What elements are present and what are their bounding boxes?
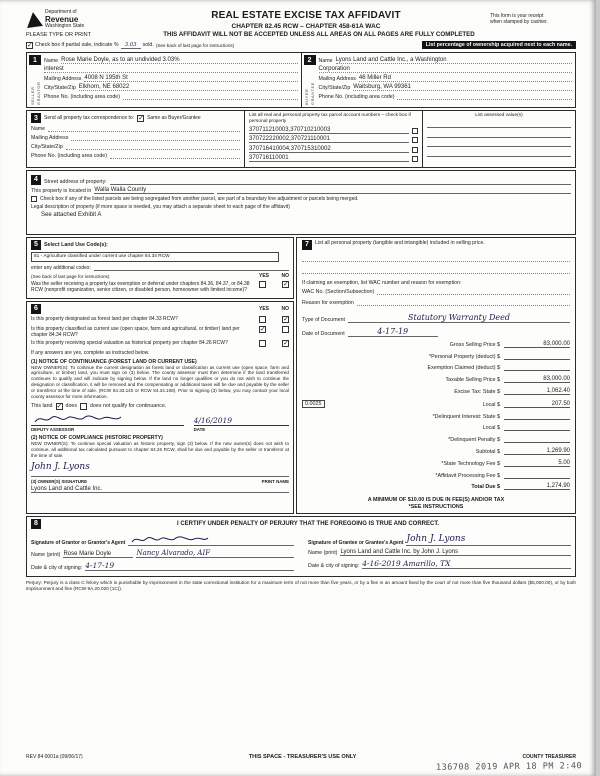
header-row2: [26, 31, 576, 38]
total-due-row: [302, 483, 570, 490]
delinquent-interest-state-value[interactable]: [504, 413, 570, 420]
grantor-name-print-label: Name (print): [31, 551, 61, 558]
grantee-name-print-value[interactable]: Lyons Land and Cattle Inc. by John J. Lyons: [340, 549, 571, 556]
tax-correspondence-col: [27, 111, 245, 167]
wac-no-value[interactable]: [377, 288, 570, 295]
section-1-2: [26, 52, 576, 108]
parcel-number-2[interactable]: 370722220002,370721110001: [249, 136, 409, 143]
delinquent-interest-state-label: *Delinquent Interest: State $: [432, 413, 500, 420]
rev-number: REV 84 0001a (09/06/17): [26, 754, 83, 760]
section-2-number: 2: [304, 55, 316, 65]
reason-exemption-value[interactable]: [357, 299, 570, 306]
affidavit-processing-fee-row: [302, 472, 570, 479]
section-seller: [27, 53, 302, 107]
parcel-2-personal-checkbox[interactable]: [412, 137, 418, 143]
section-7: [296, 237, 576, 514]
personal-property-deduct-value[interactable]: [504, 353, 570, 360]
send-correspondence-label: Send all property tax correspondence to:: [44, 115, 135, 121]
affidavit-processing-fee-label: *Affidavit Processing Fee $: [435, 472, 500, 479]
section-buyer: [302, 53, 576, 107]
delinquent-interest-local-label: Local $: [482, 425, 500, 432]
total-due-label: Total Due $: [471, 484, 500, 491]
street-address-label: Street address of property:: [44, 178, 107, 185]
total-due-value[interactable]: 1,274.90: [504, 483, 570, 490]
same-as-buyer-label: Same as Buyer/Grantee: [147, 115, 201, 121]
grantor-date-label: Date & city of signing:: [31, 564, 83, 571]
wac-no-label: WAC No. (Section/Subsection): [302, 288, 375, 295]
section-6: [26, 301, 294, 514]
reason-exemption-label: Reason for exemption: [302, 299, 354, 306]
type-of-document-value[interactable]: Statutory Warranty Deed: [348, 313, 570, 323]
exemption-claimed-value[interactable]: [504, 364, 570, 371]
buyer-name-value-2[interactable]: Corporation: [319, 66, 573, 73]
grantor-signature-squiggle: [130, 533, 210, 545]
segregated-checkbox[interactable]: [31, 196, 37, 202]
subtotal-row: [302, 448, 570, 455]
grantor-date-value[interactable]: 4-17-19: [85, 561, 294, 571]
parcel-numbers-col: [245, 111, 423, 167]
same-as-buyer-checkbox[interactable]: ✓: [138, 114, 144, 122]
legal-description-label: Legal description of property (if more space is needed, you may attach a separate sheet to each page of the affidavit): [31, 203, 290, 210]
seller-name-value[interactable]: Rose Marie Doyle, as to an undivided 3.03%: [61, 57, 297, 64]
subtotal-value[interactable]: 1,269.90: [504, 448, 570, 455]
print-name-label: PRINT NAME: [261, 479, 289, 485]
does-not-label: does not qualify for continuance.: [90, 403, 167, 410]
corr-name-value[interactable]: [48, 125, 240, 132]
land-use-code-select[interactable]: 81 - Agriculture classified under current use chapter 84.34 RCW: [31, 252, 279, 262]
date-of-document-label: Date of Document: [302, 330, 345, 337]
receipt-note-line1: This form is your receipt: [490, 13, 544, 19]
corr-address-label: Mailing Address: [31, 135, 69, 141]
grantor-name-print-value[interactable]: Rose Marie Doyle: [63, 551, 133, 558]
gross-selling-price-row: [302, 341, 570, 348]
delinquent-penalty-value[interactable]: [504, 436, 570, 443]
seller-side-label: SELLER GRANTOR: [29, 81, 41, 105]
parcel-number-3[interactable]: 370716410004,370715310002: [249, 146, 409, 153]
local-tax-label: Local $: [482, 401, 500, 408]
personal-property-deduct-row: [302, 353, 570, 360]
buyer-address-value[interactable]: 46 Miller Rd: [359, 75, 572, 82]
personal-property-deduct-label: *Personal Property (deduct) $: [428, 353, 500, 360]
grantor-signature-col: [31, 531, 294, 574]
legal-description-value[interactable]: See attached Exhibit A: [41, 211, 102, 218]
minimum-due-line1: A MINIMUM OF $10.00 IS DUE IN FEE(S) AND/OR TAX: [367, 496, 505, 503]
form-header: [26, 10, 576, 30]
does-label: does: [65, 403, 77, 410]
middle-columns: [26, 237, 576, 514]
type-of-document-label: Type of Document: [302, 316, 345, 323]
corr-name-label: Name: [31, 126, 46, 132]
grantor-signature-field[interactable]: [128, 534, 294, 546]
deputy-date-label: DATE: [193, 426, 206, 432]
partial-sale-checkbox[interactable]: ✓: [27, 41, 33, 49]
delinquent-interest-local-row: [302, 424, 570, 431]
date-of-document-value[interactable]: 4-17-19: [348, 327, 438, 337]
state-technology-fee-row: [302, 460, 570, 467]
delinquent-penalty-label: *Delinquent Penalty $: [448, 437, 500, 444]
owner-signature-label: (3) OWNER(S) SIGNATURE: [31, 479, 88, 485]
partial-sale-row: [26, 41, 576, 49]
logo-dept: Department of: [45, 9, 77, 15]
buyer-phone-value[interactable]: [397, 93, 572, 100]
taxable-selling-price-label: Taxable Selling Price $: [445, 377, 500, 384]
personal-property-line-1[interactable]: [302, 255, 570, 262]
exemption-claimed-row: [302, 364, 570, 371]
deputy-date-field[interactable]: [194, 413, 289, 426]
county-treasurer-label: COUNTY TREASURER: [522, 754, 576, 760]
grantee-signature-col: [308, 531, 571, 574]
excise-tax-state-row: [302, 388, 570, 395]
section-4: [26, 170, 576, 235]
seller-phone-label: Phone No. (including area code): [44, 94, 120, 100]
receipt-note: [490, 10, 576, 26]
ownership-bar: List percentage of ownership acquired next to each name.: [422, 41, 576, 49]
section-5: [26, 237, 294, 299]
assessed-values-header: List assessed value(s): [475, 113, 523, 118]
parcel-1-personal-checkbox[interactable]: [412, 128, 418, 134]
grantee-date-value[interactable]: 4-16-2019 Amarillo, TX: [362, 559, 571, 569]
form-subtitle: CHAPTER 82.45 RCW – CHAPTER 458-61A WAC: [231, 23, 381, 30]
affidavit-processing-fee-value[interactable]: [504, 472, 570, 479]
delinquent-interest-local-value[interactable]: [504, 424, 570, 431]
seller-citystatezip-value[interactable]: Elkhorn, NE 68022: [79, 84, 298, 91]
corr-citystatezip-value[interactable]: [66, 143, 240, 150]
assessed-value-3[interactable]: [427, 140, 571, 147]
seller-phone-value[interactable]: [123, 93, 298, 100]
state-technology-fee-label: *State Technology Fee $: [441, 460, 500, 467]
notice-compliance-body: NEW OWNER(S): To continue special valuation as historic property, sign (3) below. If the new owner(s) does not wish to continue, all additional tax calculated pursuant to chapter 84.26 RCW, shall be due and payable by the seller or transferor at the time of sale.: [31, 440, 289, 458]
delinquent-penalty-row: [302, 436, 570, 443]
section-1-number: 1: [29, 55, 41, 65]
subtotal-label: Subtotal $: [475, 448, 500, 455]
perjury-statement: Perjury: Perjury is a class C felony which is punishable by imprisonment in the state correctional institution for a maximum term of not more than five years, or by a fine in an amount fixed by the court of not more than five thousand dollars ($5,000.00), or by both imprisonment and fine (RCW 9A.20.020 (1C)).: [26, 579, 576, 591]
assessed-value-2[interactable]: [427, 131, 571, 138]
section-5-number: 5: [31, 240, 41, 250]
dor-logo-icon: [25, 11, 43, 28]
assessed-value-4[interactable]: [427, 150, 571, 157]
section-3-number: 3: [31, 113, 41, 123]
s5-no-header: NO: [281, 272, 289, 279]
partial-sale-label: Check box if partial sale, indicate %: [35, 42, 119, 48]
seller-address-value[interactable]: 4008 N 195th St: [84, 75, 297, 82]
s6-q1-no-checkbox[interactable]: ✓: [283, 316, 289, 324]
land-use-title: Select Land Use Code(s):: [44, 241, 108, 248]
s5-question-1: Was the seller receiving a property tax exemption or deferral under chapters 84.36, 84.37, or 84.38 RCW (nonprofit organization, senior citizen, or disabled person, homeowner with limited income)?: [31, 281, 250, 294]
owner-print-name-value[interactable]: Lyons Land and Cattle Inc.: [31, 486, 289, 493]
additional-codes-label: enter any additional codes:: [31, 264, 91, 271]
warning-text: THIS AFFIDAVIT WILL NOT BE ACCEPTED UNLESS ALL AREAS ON ALL PAGES ARE FULLY COMPLETED: [163, 31, 475, 38]
s6-q2-no-checkbox[interactable]: [282, 326, 289, 333]
grantee-name-print-label: Name (print): [308, 549, 338, 556]
deputy-signature-squiggle: [33, 412, 123, 425]
corr-phone-label: Phone No. (including area code): [31, 153, 107, 159]
title-block: [122, 10, 490, 30]
local-tax-value[interactable]: 207.50: [504, 401, 570, 408]
s6-q2-yes-checkbox[interactable]: ✓: [260, 325, 266, 333]
personal-property-line-2[interactable]: [302, 267, 570, 274]
please-type-label: PLEASE TYPE OR PRINT: [26, 32, 92, 38]
buyer-name-value[interactable]: Lyons Land and Cattle Inc., a Washington: [336, 57, 572, 64]
grantor-name-hand[interactable]: Nancy Alvarado, AIF: [136, 549, 294, 558]
section-6-number: 6: [31, 304, 41, 314]
s5-q1-yes-checkbox[interactable]: [259, 281, 266, 288]
if-any-yes-note: If any answers are yes, complete as instructed below.: [31, 349, 150, 356]
s5-yes-header: YES: [259, 272, 270, 279]
taxable-selling-price-row: [302, 376, 570, 383]
s5-q1-no-checkbox[interactable]: ✓: [283, 281, 289, 289]
buyer-address-label: Mailing Address: [318, 76, 356, 82]
parcel-number-1[interactable]: 370711210003,370710210003: [249, 127, 409, 134]
minimum-due-note: [302, 497, 570, 511]
segregated-label: Check box if any of the listed parcels are being segregated from another parcel, are part of a boundary line adjustment or parcels being merged.: [40, 195, 359, 202]
corr-address-value[interactable]: [71, 134, 240, 141]
seller-name-label: Name: [44, 58, 59, 64]
notice-compliance-title: (2) NOTICE OF COMPLIANCE (HISTORIC PROPERTY): [31, 434, 163, 441]
buyer-phone-label: Phone No. (including area code): [318, 94, 395, 100]
excise-tax-state-value[interactable]: 1,062.40: [504, 388, 570, 395]
s6-question-3: Is this property receiving special valuation as historical property per chapter 84.26 RCW?: [31, 340, 228, 347]
personal-property-label: List all personal property (tangible and intangible) included in selling price.: [315, 239, 485, 246]
s6-question-2: Is this property classified as current use (open space, farm and agricultural, or timber) land per chapter 84.34 RCW?: [31, 325, 240, 338]
s6-q1-yes-checkbox[interactable]: [259, 316, 266, 323]
located-in-label: This property is located in: [31, 187, 92, 194]
deputy-assessor-signature[interactable]: [31, 413, 184, 426]
section-7-number: 7: [302, 240, 312, 250]
owner-signature[interactable]: John J. Lyons: [31, 462, 90, 473]
deputy-assessor-label: DEPUTY ASSESSOR: [31, 426, 75, 432]
partial-sale-suffix: sold.: [142, 42, 154, 48]
this-land-label: This land: [31, 403, 53, 410]
form-title: REAL ESTATE EXCISE TAX AFFIDAVIT: [211, 10, 401, 21]
partial-sale-percent[interactable]: 3.03: [121, 42, 141, 49]
dor-logo: [26, 10, 122, 30]
seller-address-label: Mailing Address: [44, 76, 82, 82]
taxable-selling-price-value[interactable]: 83,000.00: [504, 376, 570, 383]
grantee-signature-label: Signature of Grantee or Grantee's Agent: [308, 539, 404, 546]
notice-continuance-body: NEW OWNER(S): To continue the current designation as forest land or classification as current use (open space, farm and agriculture, or timber) land, you must sign on (3) below. The county assessor must then determine if the land transferred continues to qualify and will indicate by signing below. If the land no longer qualifies or you do not wish to continue the designation or classification, it will be removed and the compensating or additional taxes will be due and payable by the seller or transferor at the time of sale. (RCW 84.33.140 or RCW 84.34.108). Prior to signing (3) below, you may contact your local county assessor for more information.: [31, 364, 289, 399]
delinquent-interest-state-row: [302, 413, 570, 420]
seller-citystatezip-label: City/State/Zip: [44, 85, 76, 91]
corr-citystatezip-label: City/State/Zip: [31, 144, 63, 150]
excise-tax-state-label: Excise Tax: State $: [454, 389, 500, 396]
exemption-label: If claiming an exemption, list WAC number and reason for exemption:: [302, 279, 462, 286]
grantee-date-label: Date & city of signing:: [308, 562, 360, 569]
does-qualify-checkbox[interactable]: ✓: [56, 402, 63, 410]
receipt-note-line2: when stamped by cashier.: [490, 19, 548, 26]
grantor-signature-label: Signature of Grantor or Grantor's Agent: [31, 539, 126, 546]
buyer-citystatezip-value[interactable]: Waitsburg, WA 99361: [353, 84, 572, 91]
notice-continuance-title: (1) NOTICE OF CONTINUANCE (FOREST LAND OR CURRENT USE): [31, 358, 197, 365]
parcel-numbers-header: List all real and personal property tax parcel account numbers – check box if personal property: [249, 113, 411, 124]
buyer-citystatezip-label: City/State/Zip: [318, 85, 351, 91]
section-4-number: 4: [31, 175, 41, 185]
gross-selling-price-label: Gross Selling Price $: [449, 341, 500, 348]
section-3: [26, 110, 576, 168]
does-not-qualify-checkbox[interactable]: [80, 403, 87, 410]
s6-question-1: Is this property designated as forest land per chapter 84.33 RCW?: [31, 316, 178, 323]
parcel-number-4[interactable]: 370716110001: [249, 155, 409, 162]
s6-yes-header: YES: [259, 305, 270, 312]
cashier-date-stamp: 136708 2019 APR 18 PM 2:40: [435, 761, 583, 773]
s6-q3-yes-checkbox[interactable]: [259, 340, 266, 347]
s6-no-header: NO: [281, 305, 289, 312]
located-in-value[interactable]: Walla Walla County: [94, 187, 214, 194]
local-rate-box: 0.0025: [302, 400, 325, 408]
exemption-claimed-label: Exemption Claimed (deduct) $: [427, 365, 500, 372]
section-8: [26, 516, 576, 577]
treasurer-space-label: THIS SPACE - TREASURER'S USE ONLY: [248, 754, 357, 760]
street-address-value[interactable]: [110, 178, 571, 185]
certify-statement: I CERTIFY UNDER PENALTY OF PERJURY THAT THE FOREGOING IS TRUE AND CORRECT.: [176, 520, 440, 527]
gross-selling-price-value[interactable]: 83,000.00: [504, 341, 570, 348]
s6-q3-no-checkbox[interactable]: ✓: [283, 340, 289, 348]
minimum-due-line2: *SEE INSTRUCTIONS: [408, 503, 464, 510]
see-back-note: (See back of last page for instructions): [31, 273, 110, 279]
section-8-number: 8: [31, 519, 41, 529]
seller-name-value-2[interactable]: interest: [44, 66, 298, 73]
assessed-value-1[interactable]: [427, 121, 571, 128]
deputy-date-value: 4/16/2019: [193, 415, 233, 425]
assessed-values-col: [423, 111, 575, 167]
local-tax-row: [302, 400, 570, 408]
buyer-name-label: Name: [318, 58, 333, 64]
additional-codes-value[interactable]: [94, 264, 289, 271]
buyer-side-label: BUYER GRANTEE: [304, 82, 315, 105]
partial-sale-note: (See back of last page for instructions): [155, 42, 235, 48]
parcel-4-personal-checkbox[interactable]: [412, 156, 418, 162]
parcel-3-personal-checkbox[interactable]: [412, 147, 418, 153]
state-technology-fee-value[interactable]: 5.00: [504, 460, 570, 467]
grantee-signature-field[interactable]: John J. Lyons: [406, 534, 571, 546]
dor-logo-text: [45, 10, 84, 30]
logo-revenue: Revenue: [45, 14, 79, 24]
logo-state: Washington State: [45, 23, 85, 30]
corr-phone-value[interactable]: [110, 152, 240, 159]
